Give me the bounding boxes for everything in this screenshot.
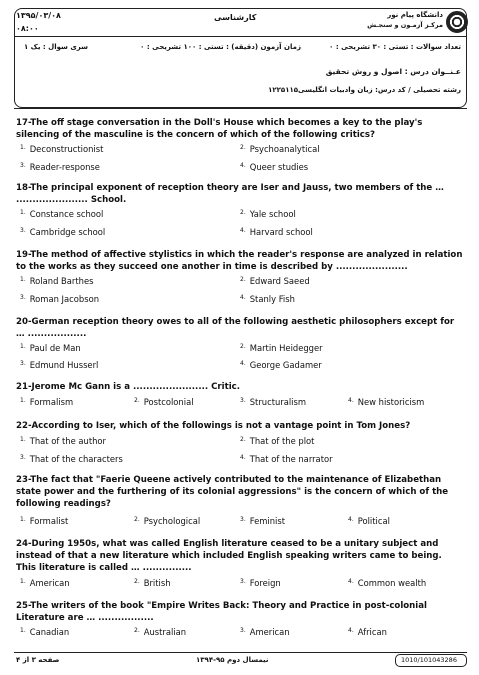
- option-number: 3.: [240, 627, 246, 634]
- option-number: 1.: [20, 209, 26, 216]
- answer-option[interactable]: [134, 516, 200, 526]
- option-number: 2.: [240, 343, 246, 350]
- answer-option[interactable]: [134, 397, 194, 407]
- option-number: 1.: [20, 627, 26, 634]
- option-number: 4.: [240, 360, 246, 367]
- option-number: 1.: [20, 144, 26, 151]
- major-and-course-code: رشته تحصیلی / کد درس: زبان وادبیات انگلیسی۱۲۲۵۱۱۵: [268, 86, 461, 94]
- option-number: 1.: [20, 516, 26, 523]
- option-number: 2.: [240, 209, 246, 216]
- course-title: عـنــوان درس : اصول و روش تحقیق: [325, 67, 461, 76]
- option-label: George Gadamer: [249, 360, 322, 370]
- answer-option[interactable]: [240, 343, 323, 353]
- option-label: Paul de Man: [29, 343, 81, 353]
- questions-count: تعداد سوالات : تستی : ۳۰ تشریحی : ۰: [329, 43, 461, 51]
- option-number: 4.: [348, 627, 354, 634]
- question-text: 24-During 1950s, what was called English literature ceased to be a unitary subject and instead of that a new literature which included English speaking writers came to being. This literature is called … ...............: [16, 539, 442, 573]
- option-label: Foreign: [249, 578, 281, 588]
- question-text: 18-The principal exponent of reception theory are Iser and Jauss, two members of the … ...................... School.: [16, 183, 444, 205]
- answer-option[interactable]: [20, 227, 105, 237]
- question-text: 20-German reception theory owes to all of the following aesthetic philosophers except for … ..................: [16, 317, 455, 339]
- exam-code: 1010/101043286: [401, 656, 457, 664]
- option-number: 4.: [348, 397, 354, 404]
- degree-title: کارشناسی: [214, 13, 257, 22]
- option-label: Canadian: [29, 627, 70, 637]
- option-label: Constance school: [29, 209, 104, 219]
- answer-option[interactable]: [240, 360, 322, 370]
- answer-option[interactable]: [240, 436, 314, 446]
- option-number: 3.: [240, 578, 246, 585]
- option-label: Formalism: [29, 397, 74, 407]
- option-number: 3.: [240, 516, 246, 523]
- option-number: 3.: [20, 162, 26, 169]
- header-divider: [14, 36, 467, 37]
- exam-date: ۱۳۹۵/۰۳/۰۸: [16, 11, 61, 20]
- answer-option[interactable]: [240, 209, 296, 219]
- option-number: 4.: [240, 162, 246, 169]
- question-text: 19-The method of affective stylistics in which the reader's response are analyzed in relation to the works as they succeed one another in time is described by ......................: [16, 250, 463, 272]
- answer-option[interactable]: [348, 516, 390, 526]
- option-label: That of the characters: [29, 454, 123, 464]
- answer-option[interactable]: [20, 627, 69, 637]
- option-label: Edmund Husserl: [29, 360, 99, 370]
- option-label: Australian: [143, 627, 187, 637]
- option-number: 4.: [240, 227, 246, 234]
- option-number: 2.: [134, 397, 140, 404]
- option-label: Reader-response: [29, 162, 100, 172]
- question-text: 21-Jerome Mc Gann is a ....................... Critic.: [16, 382, 241, 392]
- answer-option[interactable]: [20, 343, 81, 353]
- option-label: Structuralism: [249, 397, 307, 407]
- option-label: Edward Saeed: [249, 276, 310, 286]
- option-number: 2.: [240, 144, 246, 151]
- option-label: Deconstructionist: [29, 144, 104, 154]
- question-text: 23-The fact that "Faerie Queene actively contributed to the maintenance of Elizabethan state power and the furthering of its colonial aggressions" is the concern of which of the following readings?: [16, 475, 449, 509]
- option-label: Psychological: [143, 516, 201, 526]
- answer-option[interactable]: [240, 397, 306, 407]
- semester: نیمسال دوم ۹۵-۱۳۹۴: [196, 656, 269, 664]
- option-number: 2.: [134, 516, 140, 523]
- option-label: Roland Barthes: [29, 276, 94, 286]
- option-label: Stanly Fish: [249, 294, 295, 304]
- answer-option[interactable]: [348, 627, 387, 637]
- answer-option[interactable]: [240, 276, 310, 286]
- answer-option[interactable]: [20, 516, 68, 526]
- answer-option[interactable]: [20, 144, 103, 154]
- university-logo-icon: [446, 11, 468, 33]
- option-number: 1.: [20, 436, 26, 443]
- option-label: Feminist: [249, 516, 286, 526]
- answer-option[interactable]: [240, 516, 285, 526]
- option-label: Political: [357, 516, 390, 526]
- option-number: 1.: [20, 276, 26, 283]
- answer-option[interactable]: [20, 454, 123, 464]
- option-number: 3.: [20, 360, 26, 367]
- assessment-center: مرکـز آزمـون و سنجـش: [367, 21, 443, 29]
- option-label: That of the narrator: [249, 454, 333, 464]
- option-label: Postcolonial: [143, 397, 194, 407]
- option-number: 3.: [20, 227, 26, 234]
- option-number: 2.: [240, 276, 246, 283]
- option-number: 3.: [20, 294, 26, 301]
- option-label: Roman Jacobson: [29, 294, 100, 304]
- option-label: African: [357, 627, 387, 637]
- option-label: Common wealth: [357, 578, 427, 588]
- option-number: 1.: [20, 578, 26, 585]
- exam-duration: زمان آزمون (دقیقه) : تستی : ۱۰۰ تشریحی : ۰: [140, 43, 301, 51]
- answer-option[interactable]: [240, 227, 313, 237]
- option-number: 2.: [134, 627, 140, 634]
- option-label: British: [143, 578, 171, 588]
- option-number: 2.: [134, 578, 140, 585]
- answer-option[interactable]: [20, 578, 70, 588]
- option-label: That of the plot: [249, 436, 315, 446]
- answer-option[interactable]: [134, 578, 171, 588]
- answer-option[interactable]: [20, 436, 106, 446]
- option-label: American: [29, 578, 70, 588]
- option-number: 3.: [240, 397, 246, 404]
- answer-option[interactable]: [134, 627, 186, 637]
- answer-option[interactable]: [240, 578, 281, 588]
- option-label: Yale school: [249, 209, 296, 219]
- option-number: 1.: [20, 343, 26, 350]
- answer-option[interactable]: [240, 162, 308, 172]
- question-series: سری سوال : یک ۱: [23, 43, 88, 51]
- exam-time: ۰۸:۰۰: [16, 24, 39, 33]
- option-number: 3.: [20, 454, 26, 461]
- option-label: Psychoanalytical: [249, 144, 320, 154]
- footer-divider: [14, 652, 467, 653]
- page-number: صفحه ۳ از ۴: [16, 656, 60, 664]
- answer-option[interactable]: [348, 578, 426, 588]
- option-label: Formalist: [29, 516, 69, 526]
- option-label: Queer studies: [249, 162, 309, 172]
- question-text: 25-The writers of the book "Empire Writes Back: Theory and Practice in post-colonial Literature are … .................: [16, 601, 427, 623]
- header-bottom-divider: [14, 108, 467, 109]
- answer-option[interactable]: [20, 360, 98, 370]
- option-number: 4.: [240, 454, 246, 461]
- answer-option[interactable]: [240, 144, 320, 154]
- option-label: Harvard school: [249, 227, 313, 237]
- option-number: 1.: [20, 397, 26, 404]
- answer-option[interactable]: [20, 276, 93, 286]
- answer-option[interactable]: [20, 209, 103, 219]
- option-number: 2.: [240, 436, 246, 443]
- answer-option[interactable]: [20, 162, 100, 172]
- answer-option[interactable]: [240, 294, 295, 304]
- question-text: 17-The off stage conversation in the Doll's House which becomes a key to the play's silencing of the masculine is the concern of which of the following critics?: [16, 118, 423, 140]
- answer-option[interactable]: [348, 397, 424, 407]
- option-label: New historicism: [357, 397, 425, 407]
- answer-option[interactable]: [20, 294, 99, 304]
- option-label: Cambridge school: [29, 227, 106, 237]
- option-label: Martin Heidegger: [249, 343, 323, 353]
- answer-option[interactable]: [240, 454, 333, 464]
- option-number: 4.: [240, 294, 246, 301]
- option-number: 4.: [348, 578, 354, 585]
- university-name: دانشگاه پیام نور: [387, 11, 443, 19]
- question-text: 22-According to Iser, which of the followings is not a vantage point in Tom Jones?: [16, 421, 411, 431]
- answer-option[interactable]: [240, 627, 290, 637]
- option-label: That of the author: [29, 436, 106, 446]
- answer-option[interactable]: [20, 397, 73, 407]
- option-number: 4.: [348, 516, 354, 523]
- option-label: American: [249, 627, 290, 637]
